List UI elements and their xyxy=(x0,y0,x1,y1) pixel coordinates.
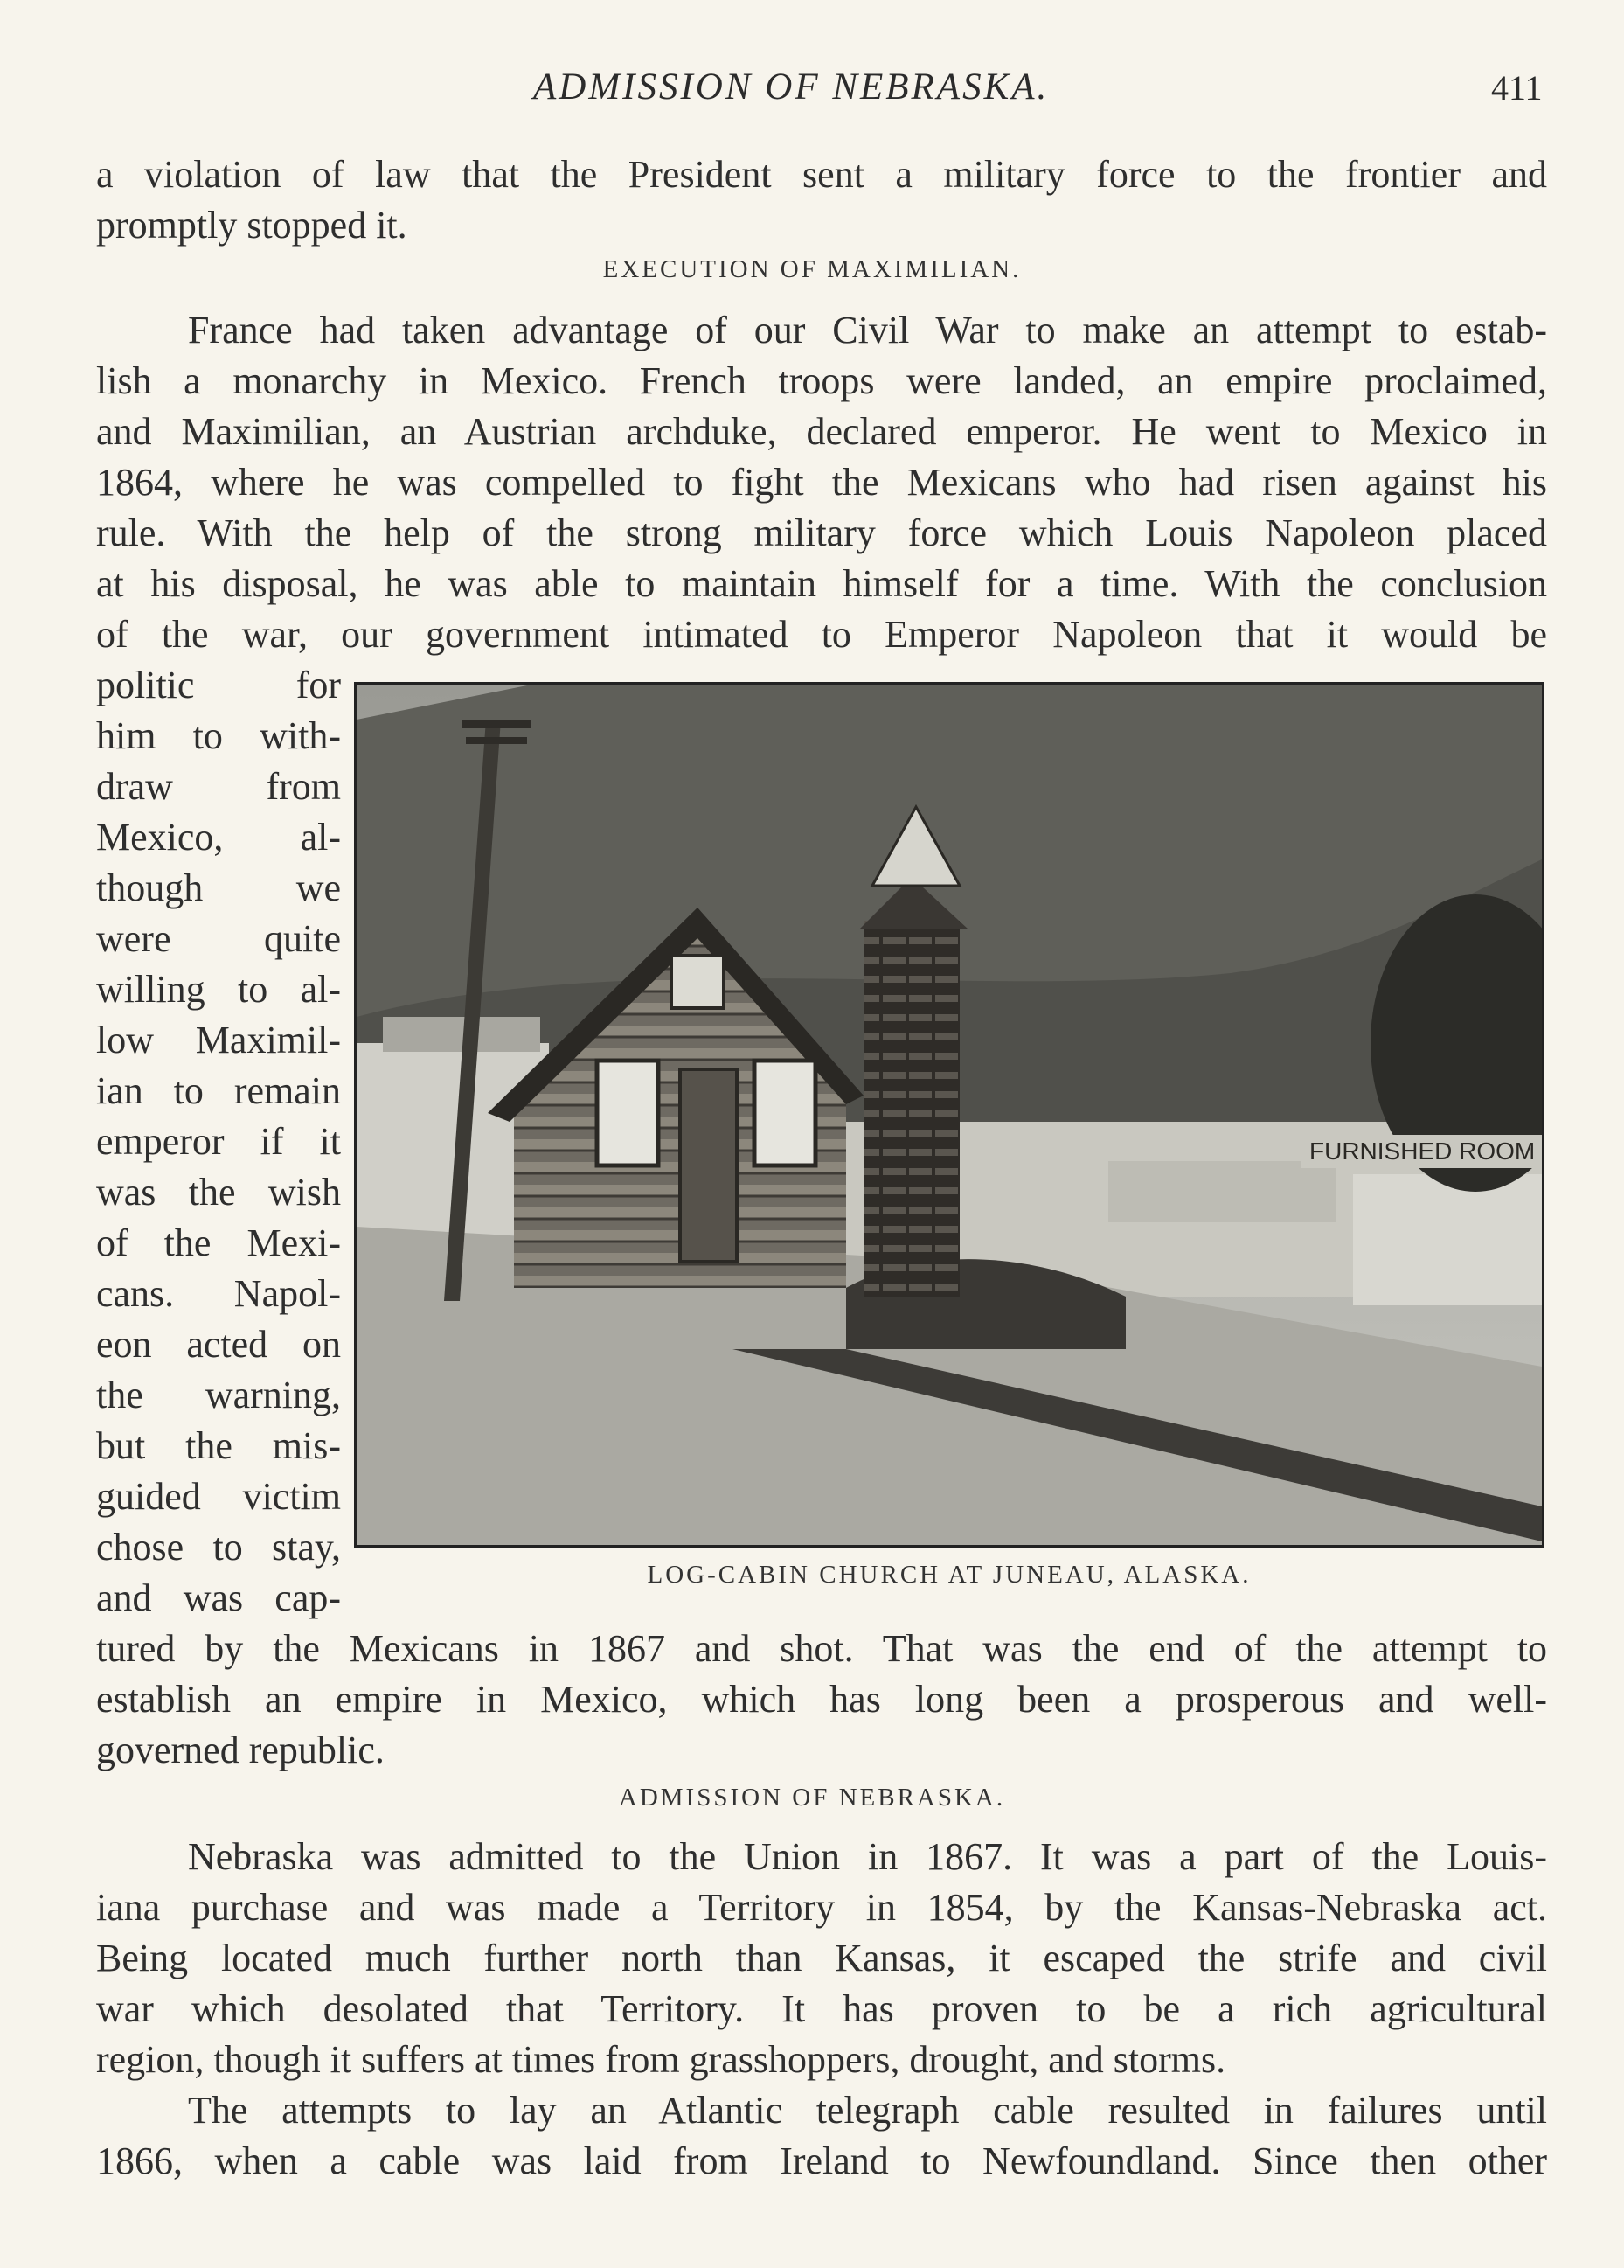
running-head xyxy=(0,66,1624,118)
body-line: 1864, where he was compelled to fight the Mexicans who had risen against his xyxy=(96,461,1547,504)
body-line-narrow: low Maximil- xyxy=(96,1019,341,1061)
body-line-narrow: Mexico, al- xyxy=(96,816,341,859)
body-line-narrow: were quite xyxy=(96,917,341,960)
body-line-narrow: though we xyxy=(96,866,341,909)
body-line: lish a monarchy in Mexico. French troops were landed, an empire proclaimed, xyxy=(96,359,1547,402)
section-heading-nebraska: ADMISSION OF NEBRASKA. xyxy=(618,1784,1006,1812)
body-line: Nebraska was admitted to the Union in 1867. It was a part of the Louis- xyxy=(188,1835,1547,1878)
body-line-narrow: guided victim xyxy=(96,1475,341,1518)
body-line-narrow: draw from xyxy=(96,765,341,808)
body-line: rule. With the help of the strong military force which Louis Napoleon placed xyxy=(96,511,1547,554)
body-line: iana purchase and was made a Territory in 1854, by the Kansas-Nebraska act. xyxy=(96,1886,1547,1929)
body-line: 1866, when a cable was laid from Ireland to Newfoundland. Since then other xyxy=(96,2139,1547,2182)
body-line-narrow: and was cap- xyxy=(96,1576,341,1619)
page-number: 411 xyxy=(1491,68,1543,108)
body-line-narrow: of the Mexi- xyxy=(96,1221,341,1264)
body-line: France had taken advantage of our Civil War to make an attempt to estab- xyxy=(188,309,1547,351)
body-line: of the war, our government intimated to Emperor Napoleon that it would be xyxy=(96,613,1547,656)
body-line-narrow: him to with- xyxy=(96,714,341,757)
body-line: and Maximilian, an Austrian archduke, declared emperor. He went to Mexico in xyxy=(96,410,1547,453)
body-line: Being located much further north than Kansas, it escaped the strife and civil xyxy=(96,1937,1547,1979)
body-line: establish an empire in Mexico, which has long been a prosperous and well- xyxy=(96,1678,1547,1721)
body-line-narrow: chose to stay, xyxy=(96,1526,341,1569)
body-line-narrow: eon acted on xyxy=(96,1323,341,1366)
body-line: governed republic. xyxy=(96,1729,385,1771)
body-line-narrow: emperor if it xyxy=(96,1120,341,1163)
body-line-narrow: the warning, xyxy=(96,1374,341,1416)
running-title: ADMISSION OF NEBRASKA. xyxy=(533,66,1050,108)
body-line-narrow: politic for xyxy=(96,664,341,706)
body-line: promptly stopped it. xyxy=(96,204,407,247)
body-line: at his disposal, he was able to maintain himself for a time. With the conclusion xyxy=(96,562,1547,605)
body-line: tured by the Mexicans in 1867 and shot. That was the end of the attempt to xyxy=(96,1627,1547,1670)
body-line-narrow: cans. Napol- xyxy=(96,1272,341,1315)
section-heading-maximilian: EXECUTION OF MAXIMILIAN. xyxy=(602,255,1022,283)
body-line: a violation of law that the President sent a military force to the frontier and xyxy=(96,153,1547,196)
body-line-narrow: willing to al- xyxy=(96,968,341,1011)
body-line-narrow: but the mis- xyxy=(96,1424,341,1467)
body-line: The attempts to lay an Atlantic telegraph cable resulted in failures until xyxy=(188,2089,1547,2132)
furnished-room-sign: FURNISHED ROOM xyxy=(1309,1137,1536,1165)
body-line-narrow: was the wish xyxy=(96,1171,341,1214)
figure-caption: LOG-CABIN CHURCH AT JUNEAU, ALASKA. xyxy=(647,1561,1252,1589)
figure-photograph xyxy=(354,682,1544,1548)
log-cabin-church-photo xyxy=(357,685,1542,1545)
body-line: region, though it suffers at times from grasshoppers, drought, and storms. xyxy=(96,2038,1226,2081)
body-line: war which desolated that Territory. It has proven to be a rich agricultural xyxy=(96,1987,1547,2030)
body-line-narrow: ian to remain xyxy=(96,1069,341,1112)
